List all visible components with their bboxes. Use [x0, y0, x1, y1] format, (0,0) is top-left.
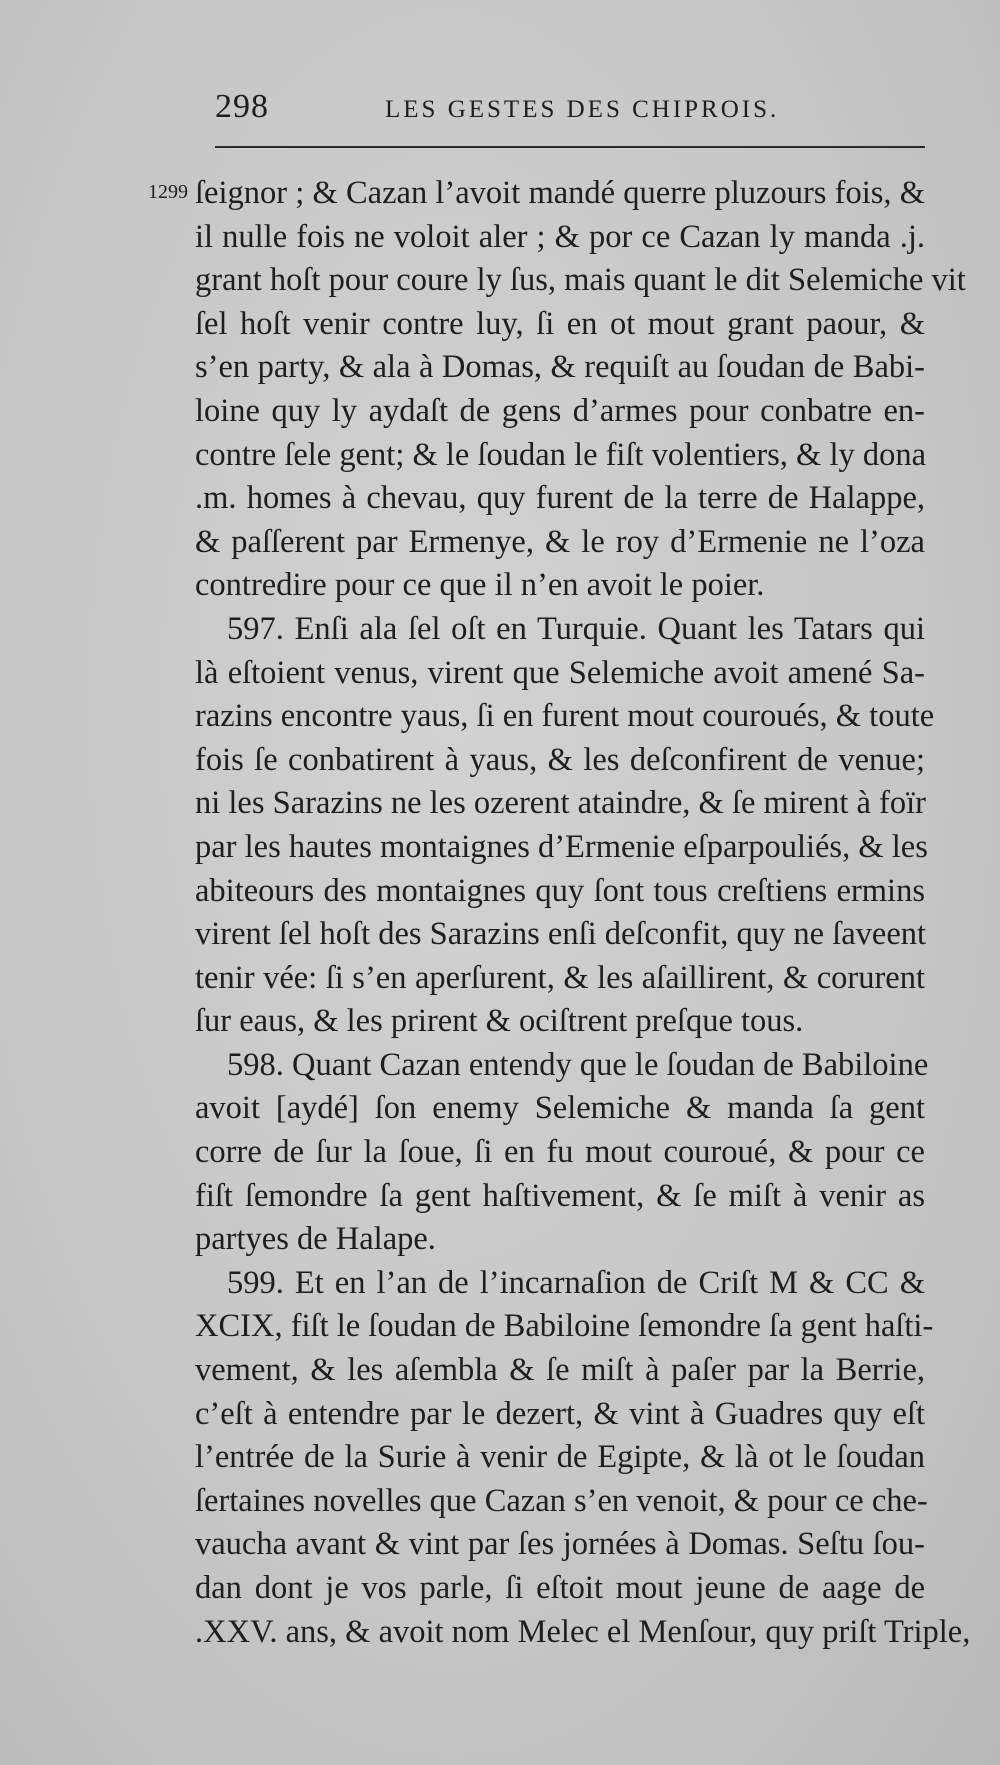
text-line: avoit [aydé] ſon enemy Selemiche & manda ſa gent [195, 1090, 925, 1127]
text-line: grant hoſt pour coure ly ſus, mais quant le dit Selemiche vit [195, 262, 966, 299]
text-line: abiteours des montaignes quy ſont tous creſtiens ermins [195, 872, 925, 909]
text-line: partyes de Halape. [195, 1221, 436, 1258]
running-head [215, 88, 925, 132]
text-line: vement, & les aſembla & ſe miſt à paſer par la Berrie, [195, 1352, 925, 1389]
running-title: LES GESTES DES CHIPROIS. [385, 96, 780, 123]
text-line: l’entrée de la Surie à venir de Egipte, & là ot le ſoudan [195, 1439, 925, 1476]
text-line: loine quy ly aydaſt de gens d’armes pour conbatre en- [195, 392, 925, 429]
text-line: vaucha avant & vint par ſes jornées à Domas. Seſtu ſou- [195, 1526, 925, 1563]
body-text [195, 172, 971, 1654]
margin-year: 1299 [148, 181, 188, 203]
text-line: contredire pour ce que il n’en avoit le poier. [195, 567, 765, 604]
text-line: .m. homes à chevau, quy furent de la terre de Halappe, [195, 480, 925, 517]
text-line: XCIX, fiſt le ſoudan de Babiloine ſemondre ſa gent haſti- [195, 1308, 934, 1345]
text-line: ſertaines novelles que Cazan s’en venoit, & pour ce che- [195, 1482, 928, 1519]
text-line: & paſſerent par Ermenye, & le roy d’Ermenie ne l’oza [195, 523, 925, 560]
text-line: ſur eaus, & les prirent & ociſtrent preſque tous. [195, 1003, 804, 1040]
text-line: contre ſele gent; & le ſoudan le fiſt volentiers, & ly dona [195, 436, 927, 473]
text-line: c’eſt à entendre par le dezert, & vint à Guadres quy eſt [195, 1395, 925, 1432]
text-line: 599. Et en l’an de l’incarnaſion de Criſt M & CC & [227, 1264, 925, 1301]
text-line: ſeignor ; & Cazan l’avoit mandé querre pluzours fois, & [195, 175, 925, 211]
text-line: 597. Enſi ala ſel oſt en Turquie. Quant les Tatars qui [227, 610, 925, 647]
text-line: razins encontre yaus, ſi en furent mout couroués, & toute [195, 698, 935, 735]
text-line: 598. Quant Cazan entendy que le ſoudan de Babiloine [227, 1046, 929, 1083]
header-rule [215, 146, 925, 148]
text-line: là eſtoient venus, virent que Selemiche avoit amené Sa- [195, 654, 925, 691]
text-line: il nulle fois ne voloit aler ; & por ce Cazan ly manda .j. [195, 218, 925, 255]
text-line: .XXV. ans, & avoit nom Melec el Menſour, quy priſt Triple, [195, 1613, 971, 1650]
text-line: par les hautes montaignes d’Ermenie eſparpouliés, & les [195, 828, 928, 865]
text-line: virent ſel hoſt des Sarazins enſi deſconfit, quy ne ſaveent [195, 916, 927, 953]
text-line: tenir vée: ſi s’en aperſurent, & les aſaillirent, & corurent [195, 959, 925, 996]
page-number: 298 [215, 88, 269, 125]
text-line: fiſt ſemondre ſa gent haſtivement, & ſe miſt à venir as [195, 1177, 925, 1214]
text-line: s’en party, & ala à Domas, & requiſt au ſoudan de Babi- [195, 349, 925, 386]
text-line: dan dont je vos parle, ſi eſtoit mout jeune de aage de [195, 1570, 925, 1606]
text-line: corre de ſur la ſoue, ſi en fu mout couroué, & pour ce [195, 1134, 925, 1171]
text-line: ſel hoſt venir contre luy, ſi en ot mout grant paour, & [195, 305, 925, 342]
text-line: ni les Sarazins ne les ozerent ataindre, & ſe mirent à foïr [195, 785, 926, 822]
text-line: fois ſe conbatirent à yaus, & les deſconfirent de venue; [195, 741, 925, 778]
